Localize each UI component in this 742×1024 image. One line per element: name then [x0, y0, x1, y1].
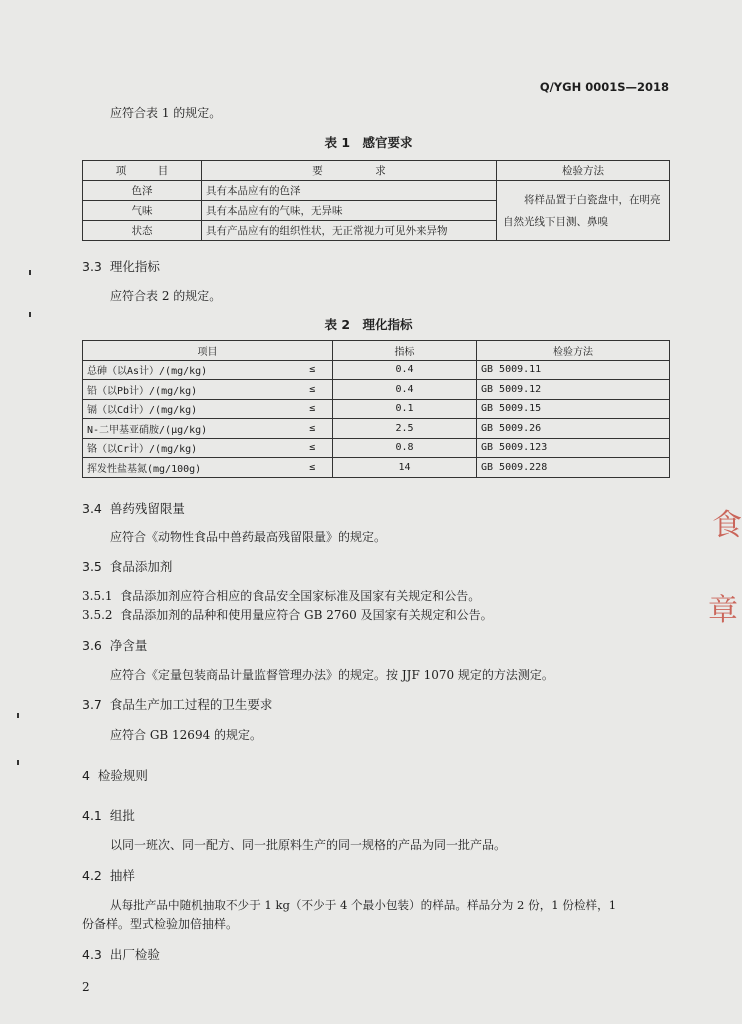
- header-item: 项目: [83, 341, 333, 361]
- cell-index: 0.4: [333, 380, 477, 400]
- section-title: 食品生产加工过程的卫生要求: [109, 697, 273, 712]
- section-3-4-text: 应符合《动物性食品中兽药最高残留限量》的规定。: [110, 530, 387, 544]
- physicochemical-table: [82, 340, 670, 478]
- cell-operator: ≤: [293, 438, 333, 458]
- table-row: [83, 380, 670, 400]
- cell-operator: ≤: [293, 458, 333, 478]
- table-row: [83, 399, 670, 419]
- cell-item: 色泽: [83, 181, 202, 201]
- binding-mark: [29, 312, 31, 317]
- table-row: [83, 360, 670, 380]
- section-4-3-heading: [82, 945, 160, 963]
- page-number: 2: [82, 980, 90, 994]
- clause-text: 食品添加剂的品种和使用量应符合 GB 2760 及国家有关规定和公告。: [120, 608, 493, 622]
- cell-requirement: 具有产品应有的组织性状，无正常视力可见外来异物: [202, 221, 497, 241]
- section-3-4-heading: [82, 499, 185, 517]
- cell-index: 0.8: [333, 438, 477, 458]
- section-title: 理化指标: [109, 259, 160, 274]
- section-3-7-heading: [82, 695, 272, 713]
- section-number: 3.7: [82, 697, 102, 712]
- table-header-row: [83, 161, 670, 181]
- cell-operator: ≤: [293, 360, 333, 380]
- table-row: [83, 181, 670, 201]
- section-number: 3.3: [82, 259, 102, 274]
- cell-operator: ≤: [293, 380, 333, 400]
- header-method: 检验方法: [497, 161, 670, 181]
- seal-fragment-top: 食: [712, 508, 742, 543]
- standard-code: Q/YGH 0001S—2018: [539, 80, 669, 94]
- section-number: 4.2: [82, 868, 102, 883]
- section-4-2-heading: [82, 866, 135, 884]
- binding-mark: [17, 760, 19, 765]
- cell-index: 2.5: [333, 419, 477, 439]
- cell-method: 将样品置于白瓷盘中，在明亮自然光线下目测、鼻嗅: [497, 181, 670, 241]
- section-number: 4.3: [82, 947, 102, 962]
- binding-mark: [17, 713, 19, 718]
- section-4-1-text: 以同一班次、同一配方、同一批原料生产的同一规格的产品为同一批产品。: [110, 838, 507, 852]
- cell-index: 0.4: [333, 360, 477, 380]
- header-index: 指标: [333, 341, 477, 361]
- clause-3-5-1: [82, 587, 480, 604]
- table-row: [83, 419, 670, 439]
- section-number: 3.5: [82, 559, 102, 574]
- cell-operator: ≤: [293, 399, 333, 419]
- table-header-row: [83, 341, 670, 361]
- section-3-5-heading: [82, 557, 172, 575]
- cell-requirement: 具有本品应有的色泽: [202, 181, 497, 201]
- cell-item: 总砷（以As计）/(mg/kg): [83, 360, 293, 380]
- clause-text: 食品添加剂应符合相应的食品安全国家标准及国家有关规定和公告。: [120, 589, 481, 603]
- cell-item: 镉（以Cd计）/(mg/kg): [83, 399, 293, 419]
- cell-index: 14: [333, 458, 477, 478]
- cell-item: 状态: [83, 221, 202, 241]
- cell-item: N-二甲基亚硝胺/(μg/kg): [83, 419, 293, 439]
- table-row: [83, 458, 670, 478]
- cell-requirement: 具有本品应有的气味，无异味: [202, 201, 497, 221]
- clause-number: 3.5.2: [82, 608, 113, 622]
- section-number: 3.6: [82, 638, 102, 653]
- table-row: [83, 438, 670, 458]
- section-3-6-text: 应符合《定量包装商品计量监督管理办法》的规定。按 JJF 1070 规定的方法测定。: [110, 668, 554, 682]
- section-title: 出厂检验: [109, 947, 160, 962]
- section-4-heading: [82, 766, 148, 784]
- section-title: 组批: [109, 808, 135, 823]
- section-4-2-text-line2: 份备样。型式检验加倍抽样。: [82, 917, 239, 931]
- table2-caption: 表 2 理化指标: [324, 317, 413, 332]
- header-requirement: 要 求: [202, 161, 497, 181]
- cell-item: 铅（以Pb计）/(mg/kg): [83, 380, 293, 400]
- section-4-1-heading: [82, 806, 135, 824]
- cell-method: GB 5009.12: [477, 380, 670, 400]
- intro-text: 应符合表 1 的规定。: [110, 106, 222, 120]
- header-method: 检验方法: [477, 341, 670, 361]
- sensory-table: [82, 160, 670, 241]
- section-title: 检验规则: [97, 768, 148, 783]
- cell-method: GB 5009.11: [477, 360, 670, 380]
- section-3-7-text: 应符合 GB 12694 的规定。: [110, 728, 263, 742]
- section-title: 食品添加剂: [109, 559, 173, 574]
- section-title: 净含量: [109, 638, 148, 653]
- binding-mark: [29, 270, 31, 275]
- cell-method: GB 5009.15: [477, 399, 670, 419]
- section-3-3-text: 应符合表 2 的规定。: [110, 289, 222, 303]
- clause-number: 3.5.1: [82, 589, 113, 603]
- table1-caption: 表 1 感官要求: [324, 135, 413, 150]
- section-4-2-text-line1: 从每批产品中随机抽取不少于 1 kg（不少于 4 个最小包装）的样品。样品分为 2 份，1 份检样，1: [110, 898, 617, 912]
- cell-operator: ≤: [293, 419, 333, 439]
- cell-item: 挥发性盐基氮(mg/100g): [83, 458, 293, 478]
- cell-method: GB 5009.26: [477, 419, 670, 439]
- cell-item: 气味: [83, 201, 202, 221]
- clause-3-5-2: [82, 606, 493, 623]
- seal-fragment-bottom: 章: [708, 593, 738, 628]
- header-item: 项 目: [83, 161, 202, 181]
- cell-method: GB 5009.123: [477, 438, 670, 458]
- section-number: 4.1: [82, 808, 102, 823]
- section-title: 兽药残留限量: [109, 501, 185, 516]
- section-number: 4: [82, 768, 90, 783]
- section-3-3-heading: [82, 257, 160, 275]
- cell-index: 0.1: [333, 399, 477, 419]
- section-title: 抽样: [109, 868, 135, 883]
- cell-method: GB 5009.228: [477, 458, 670, 478]
- section-number: 3.4: [82, 501, 102, 516]
- cell-item: 铬（以Cr计）/(mg/kg): [83, 438, 293, 458]
- section-3-6-heading: [82, 636, 147, 654]
